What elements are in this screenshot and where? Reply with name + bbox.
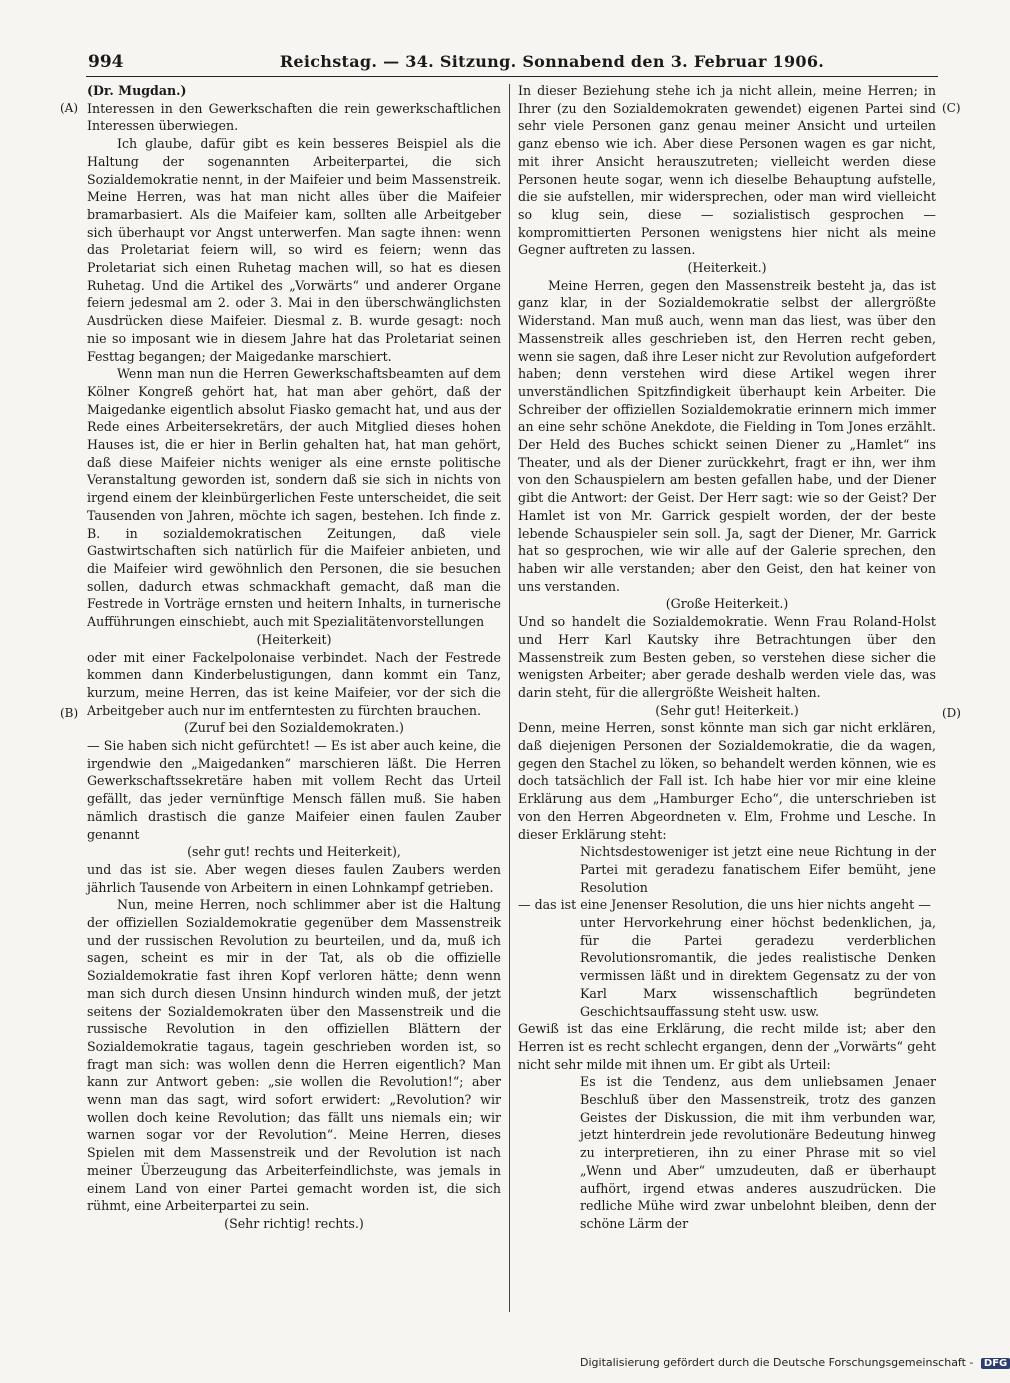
interjection: (Zuruf bei den Sozialdemokraten.) bbox=[184, 720, 404, 736]
paragraph: und das ist sie. Aber wegen dieses faulen Zaubers werden jährlich Tausende von Arbeitern in einen Lohnkampf getrieben. bbox=[87, 861, 501, 895]
paragraph: — das ist eine Jenenser Resolution, die uns hier nichts angeht — bbox=[518, 897, 931, 913]
paragraph: Gewiß ist das eine Erklärung, die recht milde ist; aber den Herren ist es recht schlecht ergangen, denn der „Vorwärts“ geht nicht sehr milde mit ihnen um. Er gibt als Urteil: bbox=[518, 1021, 936, 1072]
left-column bbox=[87, 82, 501, 1233]
margin-marker-d: (D) bbox=[942, 706, 961, 720]
margin-marker-b: (B) bbox=[60, 706, 79, 720]
block-quote: Es ist die Tendenz, aus dem unliebsamen Jenaer Beschluß über den Massenstreik, trotz des ganzen Geistes der Diskussion, die mit ihm verbunden war, jetzt hinterdrein jede revolutionäre Bedeutung hinweg zu interpretieren, ihn zu einer Phrase mit so viel „Wenn und Aber“ umzudeuten, daß er überhaupt aufhört, irgend etwas anderes auszudrücken. Die redliche Mühe wird zwar unbelohnt bleiben, denn der schöne Lärm der bbox=[580, 1074, 936, 1231]
interjection: (Sehr richtig! rechts.) bbox=[224, 1216, 364, 1231]
interjection: (Heiterkeit.) bbox=[687, 260, 767, 276]
interjection: (sehr gut! rechts und Heiterkeit), bbox=[187, 844, 401, 860]
margin-marker-c: (C) bbox=[942, 101, 961, 115]
column-divider bbox=[509, 84, 510, 1312]
paragraph: oder mit einer Fackelpolonaise verbindet. Nach der Festrede kommen dann Kinderbelustigungen, dann kommt ein Tanz, kurzum, meine Herren, das ist keine Maifeier, vor der sich die Arbeitgeber auch nur im entferntesten zu fürchten brauchen. bbox=[87, 649, 501, 718]
page-number: 994 bbox=[88, 52, 124, 72]
paragraph: Interessen in den Gewerkschaften die rein gewerkschaftlichen Interessen überwiegen. bbox=[87, 100, 501, 134]
paragraph: Und so handelt die Sozialdemokratie. Wenn Frau Roland-Holst und Herr Karl Kautsky ihre Betrachtungen über den Massenstreik zum Besten geben, so verstehen diese sicher die wenigsten Arbeiter; aber gerade deshalb werden viele das, was darin steht, für die allergrößte Weisheit halten. bbox=[518, 614, 936, 700]
interjection: (Große Heiterkeit.) bbox=[665, 596, 789, 612]
block-quote: unter Hervorkehrung einer höchst bedenklichen, ja, für die Partei geradezu verderblichen Revolutionsromantik, die jedes realistische Denken vermissen läßt und in direktem Gegensatz zu der von Karl Marx wissenschaftlich begründeten Geschichtsauffassung steht usw. usw. bbox=[580, 915, 936, 1019]
right-paragraphs bbox=[518, 82, 936, 1233]
right-column bbox=[518, 82, 936, 1233]
margin-marker-a: (A) bbox=[60, 101, 79, 115]
paragraph: — Sie haben sich nicht gefürchtet! — Es ist aber auch keine, die irgendwie den „Maigedanken“ marschieren läßt. Die Herren Gewerkschaftssekretäre haben mit vollem Recht das Urteil gefällt, das jeder vernünftige Mensch fällen muß. Sie haben nämlich drastisch die ganze Maifeier einen faulen Zauber genannt bbox=[87, 738, 501, 842]
footer-credit bbox=[580, 1356, 1008, 1369]
paragraph: Ich glaube, dafür gibt es kein besseres Beispiel als die Haltung der sogenannten Arbeiterpartei, die sich Sozialdemokratie nennt, in der Maifeier und beim Massenstreik. Meine Herren, was hat man nicht alles über die Maifeier bramarbasiert. Als die Maifeier kam, sollten alle Arbeitgeber sich überhaupt vor Angst unterwerfen. Man sagte ihnen: wenn das Proletariat feiern will, so wird es feiern; wenn das Proletariat sich einen Ruhetag machen will, so hat es diesen Ruhetag. Und die Artikel des „Vorwärts“ und anderer Organe feiern jedesmal am 2. oder 3. Mai in den überschwänglichsten Ausdrücken diese Maifeier. Diesmal z. B. wurde gesagt: noch nie so imposant wie in diesem Jahre hat das Proletariat seinen Festtag begangen; der Maigedanke marschiert. bbox=[87, 136, 501, 364]
dfg-logo: DFG bbox=[981, 1358, 1010, 1369]
left-paragraphs bbox=[87, 100, 501, 1233]
paragraph: Meine Herren, gegen den Massenstreik besteht ja, das ist ganz klar, in der Sozialdemokratie selbst der allergrößte Widerstand. Man muß auch, wenn man das liest, was über den Massenstreik alles geschrieben ist, den Herren recht geben, wenn sie sagen, daß ihre Leser nicht zur Revolution aufgefordert haben; denn verstehen wird diese Artikel wegen ihrer unverständlichen Spitzfindigkeit überhaupt kein Arbeiter. Die Schreiber der offiziellen Sozialdemokratie erinnern mich immer an eine sehr schöne Anekdote, die Fielding in Tom Jones erzählt. Der Held des Buches schickt seinen Diener zu „Hamlet“ ins Theater, und als der Diener zurückkehrt, fragt er ihn, wer ihm von den Schauspielern am besten gefallen habe, und der Diener gibt die Antwort: der Geist. Der Herr sagt: wie so der Geist? Der Hamlet ist von Mr. Garrick gespielt worden, der der beste lebende Schauspieler sein soll. Ja, sagt der Diener, Mr. Garrick hat so gesprochen, wie wir alle auf der Galerie sprechen, den haben wir alle verstanden; aber den Geist, den hat keiner von uns verstanden. bbox=[518, 277, 936, 594]
footer-text: Digitalisierung gefördert durch die Deutsche Forschungsgemeinschaft - bbox=[580, 1356, 974, 1369]
speaker-label: (Dr. Mugdan.) bbox=[87, 83, 187, 98]
paragraph: Denn, meine Herren, sonst könnte man sich gar nicht erklären, daß diejenigen Personen der Sozialdemokratie, die da wagen, gegen den Stachel zu löken, so behandelt werden können, wie es doch tatsächlich der Fall ist. Ich habe hier vor mir eine kleine Erklärung aus dem „Hamburger Echo“, die unterschrieben ist von den Herren Abgeordneten v. Elm, Frohme und Lesche. In dieser Erklärung steht: bbox=[518, 720, 936, 842]
block-quote: Nichtsdestoweniger ist jetzt eine neue Richtung in der Partei mit geradezu fanatischem Eifer bemüht, jene Resolution bbox=[580, 844, 936, 895]
paragraph: In dieser Beziehung stehe ich ja nicht allein, meine Herren; in Ihrer (zu den Sozialdemokraten gewendet) eigenen Partei sind sehr viele Personen ganz genau meiner Ansicht und urteilen ganz ebenso wie ich. Aber diese Personen wagen es gar nicht, mit ihrer Ansicht herauszutreten; vielleicht werden diese Personen heute sogar, wenn ich dieselbe Behauptung aufstelle, die sie aufstellen, mir widersprechen, oder man wird vielleicht so klug sein, diese — sozialistisch gesprochen — kompromittierten Personen wenigstens hier nicht als meine Gegner auftreten zu lassen. bbox=[518, 83, 936, 258]
page-header bbox=[86, 50, 938, 77]
paragraph: Wenn man nun die Herren Gewerkschaftsbeamten auf dem Kölner Kongreß gehört hat, hat man aber gehört, daß der Maigedanke eigentlich absolut Fiasko gemacht hat, und aus der Rede eines Arbeitersekretärs, der auch Mitglied dieses hohen Hauses ist, die er hier in Berlin gehalten hat, hat man gehört, daß diese Maifeier nichts weniger als eine ernste politische Veranstaltung geworden ist, sondern daß sie sich in nichts von irgend einem der kleinbürgerlichen Feste unterscheidet, die seit Tausenden von Jahren, möchte ich sagen, bestehen. Ich finde z. B. in sozialdemokratischen Zeitungen, daß viele Gastwirtschaften sich natürlich für die Maifeier anbieten, und die Maifeier wird gewöhnlich den Personen, die sie besuchen sollen, dadurch etwas schmackhaft gemacht, daß man die Festrede in Vorträge ernsten und heitern Inhalts, in turnerische Aufführungen einschiebt, auch mit Spezialitätenvorstellungen bbox=[87, 366, 501, 630]
running-head: Reichstag. — 34. Sitzung. Sonnabend den 3. Februar 1906. bbox=[279, 52, 825, 71]
interjection: (Heiterkeit) bbox=[256, 631, 332, 647]
paragraph: Nun, meine Herren, noch schlimmer aber ist die Haltung der offiziellen Sozialdemokratie gegenüber dem Massenstreik und der russischen Revolution zu beurteilen, und da, muß ich sagen, scheint es mir in der Tat, als ob die offizielle Sozialdemokratie fast ihren Kopf verloren hätte; denn wenn man sich durch diesen Unsinn hindurch winden muß, der jetzt seitens der Sozialdemokraten über den Massenstreik und die russische Revolution in den offiziellen Blättern der Sozialdemokratie tagaus, tagein geschrieben worden ist, so fragt man sich: was wollen denn die Herren eigentlich? Man kann zur Antwort geben: „sie wollen die Revolution!“; aber wenn man das sagt, wird sofort erwidert: „Revolution? wir wollen doch keine Revolution; das fällt uns niemals ein; wir warnen sogar vor der Revolution“. Meine Herren, dieses Spielen mit dem Massenstreik und der Revolution ist nach meiner Überzeugung das Arbeiterfeindlichste, was jemals in einem Land von einer Partei gemacht worden ist, die sich rühmt, eine Arbeiterpartei zu sein. bbox=[87, 897, 501, 1214]
interjection: (Sehr gut! Heiterkeit.) bbox=[655, 702, 799, 718]
